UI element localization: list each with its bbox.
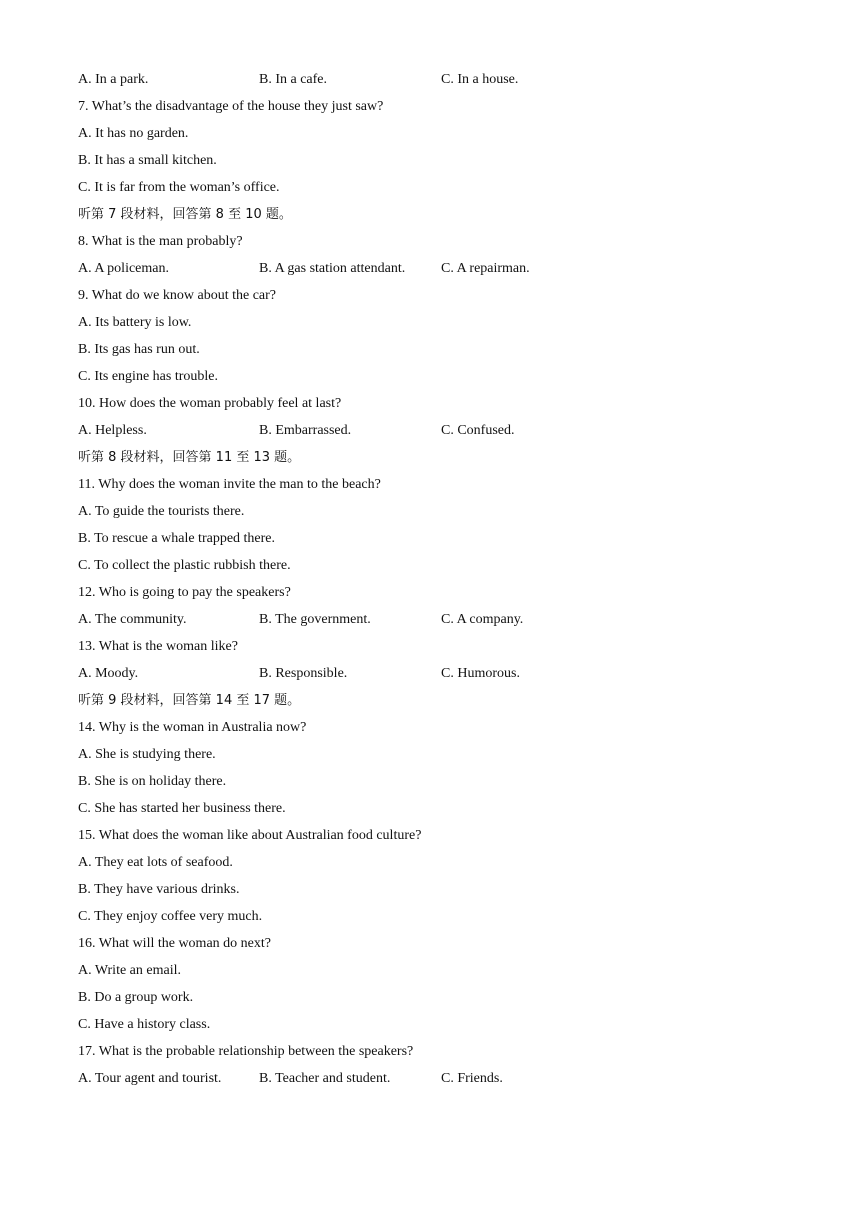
q14-question: 14. Why is the woman in Australia now? [78, 720, 307, 735]
q12-question: 12. Who is going to pay the speakers? [78, 585, 291, 600]
q11-option-c[interactable]: C. To collect the plastic rubbish there. [78, 558, 291, 573]
q17-option-b[interactable]: B. Teacher and student. [259, 1071, 391, 1086]
q8-option-c[interactable]: C. A repairman. [441, 261, 530, 276]
q16-question: 16. What will the woman do next? [78, 936, 271, 951]
q16-option-b[interactable]: B. Do a group work. [78, 990, 194, 1005]
q7-option-c[interactable]: C. It is far from the woman’s office. [78, 180, 280, 195]
q8-option-a[interactable]: A. A policeman. [78, 261, 169, 276]
q10-options-row [78, 417, 798, 444]
q7-option-b[interactable]: B. It has a small kitchen. [78, 153, 217, 168]
q11-option-b[interactable]: B. To rescue a whale trapped there. [78, 531, 276, 546]
section-7-instruction: 听第 7 段材料，回答第 8 至 10 题。 [78, 207, 292, 222]
q14-option-c[interactable]: C. She has started her business there. [78, 801, 286, 816]
q12-option-c[interactable]: C. A company. [441, 612, 524, 627]
q13-option-a[interactable]: A. Moody. [78, 666, 139, 681]
q15-question: 15. What does the woman like about Australian food culture? [78, 828, 422, 843]
q17-option-a[interactable]: A. Tour agent and tourist. [78, 1071, 222, 1086]
q11-option-a[interactable]: A. To guide the tourists there. [78, 504, 245, 519]
q15-option-c[interactable]: C. They enjoy coffee very much. [78, 909, 263, 924]
q6-option-c[interactable]: C. In a house. [441, 72, 519, 87]
q15-option-b[interactable]: B. They have various drinks. [78, 882, 240, 897]
q6-option-a[interactable]: A. In a park. [78, 72, 149, 87]
q15-option-a[interactable]: A. They eat lots of seafood. [78, 855, 233, 870]
q12-option-a[interactable]: A. The community. [78, 612, 187, 627]
q17-options-row [78, 1065, 798, 1092]
q13-options-row [78, 660, 798, 687]
q13-question: 13. What is the woman like? [78, 639, 238, 654]
q13-option-b[interactable]: B. Responsible. [259, 666, 348, 681]
q16-option-c[interactable]: C. Have a history class. [78, 1017, 211, 1032]
q11-question: 11. Why does the woman invite the man to the beach? [78, 477, 381, 492]
q7-option-a[interactable]: A. It has no garden. [78, 126, 189, 141]
q10-option-c[interactable]: C. Confused. [441, 423, 515, 438]
q17-question: 17. What is the probable relationship between the speakers? [78, 1044, 414, 1059]
q6-options-row [78, 66, 798, 93]
section-9-instruction: 听第 9 段材料，回答第 14 至 17 题。 [78, 693, 301, 708]
q13-option-c[interactable]: C. Humorous. [441, 666, 520, 681]
q14-option-b[interactable]: B. She is on holiday there. [78, 774, 227, 789]
exam-page [78, 66, 798, 1092]
q9-option-c[interactable]: C. Its engine has trouble. [78, 369, 218, 384]
q16-option-a[interactable]: A. Write an email. [78, 963, 181, 978]
q6-option-b[interactable]: B. In a cafe. [259, 72, 328, 87]
q12-options-row [78, 606, 798, 633]
q10-option-b[interactable]: B. Embarrassed. [259, 423, 352, 438]
q14-option-a[interactable]: A. She is studying there. [78, 747, 216, 762]
section-8-instruction: 听第 8 段材料，回答第 11 至 13 题。 [78, 450, 301, 465]
q9-option-a[interactable]: A. Its battery is low. [78, 315, 192, 330]
q8-question: 8. What is the man probably? [78, 234, 243, 249]
q17-option-c[interactable]: C. Friends. [441, 1071, 503, 1086]
q12-option-b[interactable]: B. The government. [259, 612, 371, 627]
q9-question: 9. What do we know about the car? [78, 288, 277, 303]
q8-options-row [78, 255, 798, 282]
q9-option-b[interactable]: B. Its gas has run out. [78, 342, 200, 357]
q7-question: 7. What’s the disadvantage of the house they just saw? [78, 99, 384, 114]
q8-option-b[interactable]: B. A gas station attendant. [259, 261, 406, 276]
q10-option-a[interactable]: A. Helpless. [78, 423, 147, 438]
q10-question: 10. How does the woman probably feel at last? [78, 396, 342, 411]
